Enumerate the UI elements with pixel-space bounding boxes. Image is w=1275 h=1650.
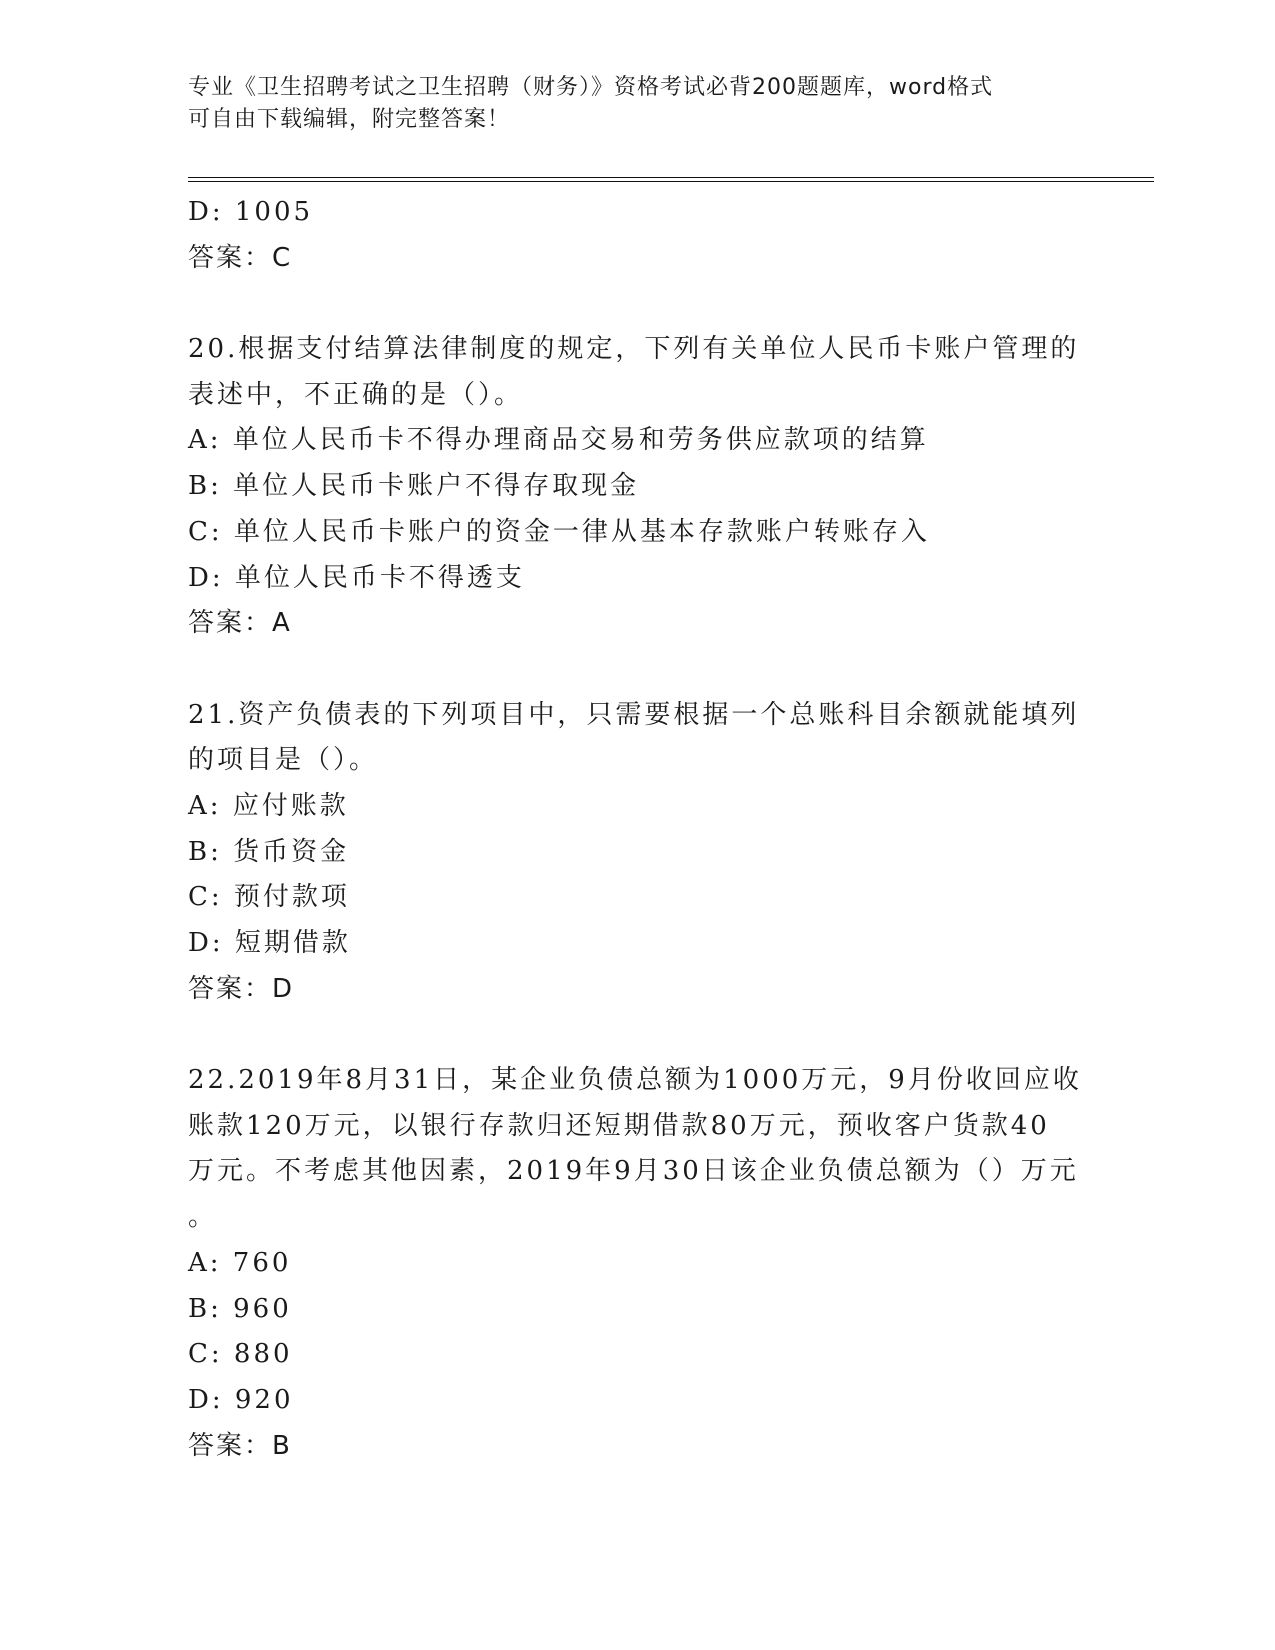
answer-line: 答案：A: [188, 608, 292, 639]
option-a: A: 单位人民币卡不得办理商品交易和劳务供应款项的结算: [188, 425, 929, 456]
option-d: D: 单位人民币卡不得透支: [188, 562, 525, 593]
option-b: B: 货币资金: [188, 836, 350, 867]
question-stem-line: 20.根据支付结算法律制度的规定，下列有关单位人民币卡账户管理的: [188, 334, 1080, 365]
header-divider-bottom: [188, 181, 1154, 182]
question-21: [188, 693, 1088, 1013]
option-b: B: 单位人民币卡账户不得存取现金: [188, 471, 640, 502]
question-stem-line: 22.2019年8月31日，某企业负债总额为1000万元，9月份收回应收: [188, 1065, 1082, 1096]
option-b: B: 960: [188, 1293, 292, 1324]
option-d: D: 920: [188, 1384, 294, 1415]
header-divider-top: [188, 177, 1154, 178]
option-c: C: 880: [188, 1339, 293, 1370]
question-stem-line: 表述中，不正确的是（）。: [188, 379, 524, 410]
header-title-line-1: 专业《卫生招聘考试之卫生招聘（财务）》资格考试必背200题题库，word格式: [188, 75, 994, 100]
option-d: D: 短期借款: [188, 928, 351, 958]
answer-line: 答案：C: [188, 242, 293, 273]
option-a: A: 760: [188, 1247, 292, 1278]
question-stem-line: 。: [188, 1202, 218, 1233]
answer-line: 答案：B: [188, 1430, 292, 1461]
document-header: [188, 72, 1068, 136]
option-c: C: 预付款项: [188, 882, 350, 913]
previous-question-tail: [188, 190, 1088, 281]
header-title-line-2: 可自由下载编辑，附完整答案！: [188, 107, 511, 132]
option-d: D: 1005: [188, 197, 314, 227]
answer-line: 答案：D: [188, 973, 295, 1004]
option-a: A: 应付账款: [188, 790, 349, 821]
question-22: [188, 1058, 1088, 1469]
question-stem-line: 万元。不考虑其他因素，2019年9月30日该企业负债总额为（）万元: [188, 1156, 1079, 1187]
question-stem-line: 账款120万元，以银行存款归还短期借款80万元，预收客户货款40: [188, 1110, 1050, 1141]
document-body: [188, 190, 1088, 1469]
question-20: [188, 327, 1088, 647]
question-stem-line: 21.资产负债表的下列项目中，只需要根据一个总账科目余额就能填列: [188, 699, 1080, 730]
option-c: C: 单位人民币卡账户的资金一律从基本存款账户转账存入: [188, 516, 930, 547]
question-stem-line: 的项目是（）。: [188, 745, 379, 776]
